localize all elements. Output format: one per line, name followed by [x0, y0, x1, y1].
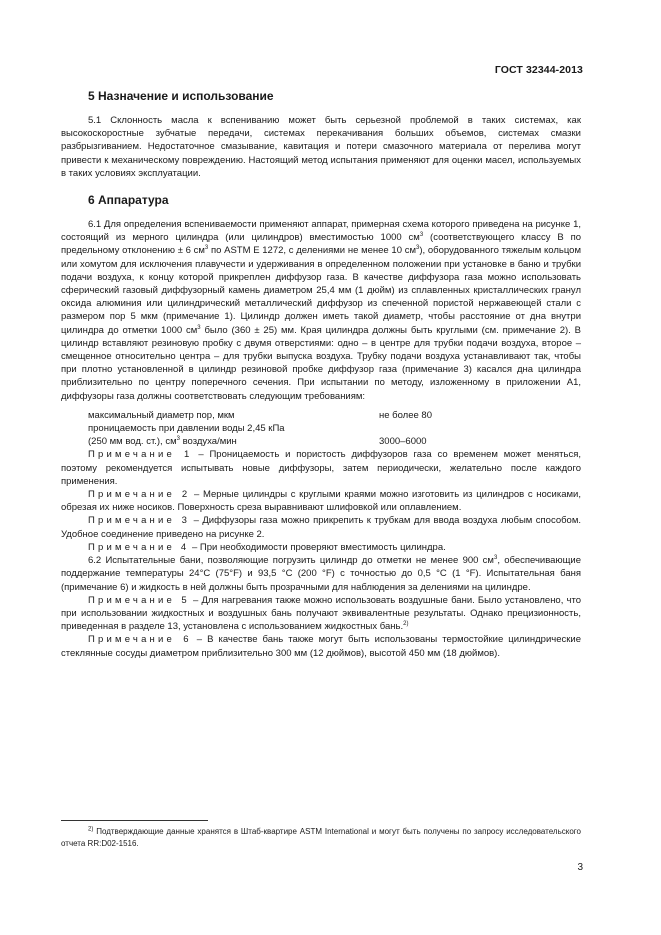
note-1: Примечание 1 – Проницаемость и пористость диффузоров газа со временем может меняться, поэтому рекомендуется испытывать новые диффузоры, затем периодически, желательно после каждого применения.	[61, 449, 582, 487]
footnote-reference: 2)	[403, 620, 409, 627]
note-label: Примечание	[88, 634, 175, 646]
note-6: Примечание 6 – В качестве бань также могут быть использованы термостойкие цилиндрические стеклянные сосуды диаметром приблизительно 300 мм (12 дюймов), высотой 450 мм (18 дюймов).	[61, 634, 582, 659]
requirement-row	[88, 409, 581, 422]
requirement-value: не более 80	[379, 409, 433, 421]
footnote	[61, 826, 581, 850]
footnote-text: Подтверждающие данные хранятся в Штаб-квартире ASTM International и могут быть получены по запросу исследовательского отчета RR:D02-1516.	[61, 827, 581, 848]
note-5: Примечание 5 – Для нагревания также можно использовать воздушные бани. Было установлено, что при использовании жидкостных и воздушных бань получают эквивалентные результаты. Однако прецизионность, приведенная в разделе 13, установлена с использованием жидкостных бань.$^{2)}$	[61, 594, 581, 633]
requirement-value: 3000–6000	[379, 436, 427, 448]
note-label: Примечание	[88, 515, 175, 527]
diffuser-requirements	[88, 409, 581, 449]
note-label: Примечание	[88, 449, 175, 461]
note-4: Примечание 4 – При необходимости проверяют вместимость цилиндра.	[88, 541, 446, 553]
note-label: Примечание	[88, 541, 175, 553]
footnote-divider	[61, 820, 208, 821]
superscript: 3	[493, 554, 498, 561]
section-6-heading: 6 Аппаратура	[88, 193, 169, 208]
footnote-marker: 2)	[88, 826, 94, 833]
page-number: 3	[577, 862, 583, 873]
section-6-2-paragraph: 6.2 Испытательные бани, позволяющие погрузить цилиндр до отметки не менее 900 $см^3$, обеспечивающие поддержание температуры 24°С (75°F) и 93,5 °С (200 °F) с точностью до 0,5 °С (1 °F). Испытательная баня (примечание 6) и жидкость в ней должны быть прозрачными для наблюдения за делениями на цилиндре.	[61, 554, 581, 593]
requirement-name: максимальный диаметр пор, мкм	[88, 409, 235, 421]
superscript: 3	[197, 324, 201, 331]
superscript: 3	[419, 232, 424, 239]
standard-header: ГОСТ 32344-2013	[494, 64, 583, 76]
requirement-name: (250 мм вод. ст.), $см^3$ воздуха/мин	[88, 436, 237, 448]
superscript: 3	[204, 245, 209, 252]
section-5-heading: 5 Назначение и использование	[88, 89, 274, 103]
note-2: Примечание 2 – Мерные цилиндры с круглыми краями можно изготовить из цилиндров с носиками, обрезая их ниже носиков. Поверхность среза выравнивают шлифовкой или оплавлением.	[61, 489, 581, 514]
requirement-row	[88, 435, 581, 448]
section-6-1-paragraph: 6.1 Для определения вспениваемости применяют аппарат, примерная схема которого приведена на рисунке 1, состоящий из мерного цилиндра (или цилиндров) вместимостью 1000 $см^3$ (соответствующего классу В по предельному отклонению ± 6 $см^3$ по ASTM E 1272, с делениями не менее 10 $см^3$), оборудованного тяжелым кольцом или хомутом для исключения плавучести и удерживания в определенном положении при установке в баню и трубки подачи воздуха, к концу которой прикреплен диффузор газа. В качестве диффузора газа можно использовать сферический газовый диффузорный камень диаметром 25,4 мм (1 дюйм) из сплавленных кристаллических гранул оксида алюминия или цилиндрический металлический диффузор из спеченной пористой нержавеющей стали с размером пор 5 мкм (примечание 1). Цилиндр должен иметь такой диаметр, чтобы расстояние от дна внутри цилиндра до отметки 1000 $см^3$ было (360 ± 25) мм. Края цилиндра должны быть круглыми (см. примечание 2). В цилиндр вставляют резиновую пробку с двумя отверстиями: одно – в центре для трубки подачи воздуха, второе – смещенное относительно центра – для трубки выпуска воздуха. Трубку подачи воздуха устанавливают так, чтобы при плотно установленной в цилиндр резиновой пробке диффузор газа (примечание 3) касался дна цилиндра приблизительно по центру поперечного сечения. При испытании по методу, изложенному в приложении А1, диффузоры газа должны соответствовать следующим требованиям:	[61, 219, 581, 402]
note-label: Примечание	[88, 594, 175, 606]
requirement-name: проницаемость при давлении воды 2,45 кПа	[88, 423, 285, 435]
page-content	[61, 89, 581, 660]
superscript: 3	[416, 245, 420, 252]
section-5-1-paragraph: 5.1 Склонность масла к вспениванию может быть серьезной проблемой в таких системах, как высокоскоростные зубчатые передачи, системах перекачивания больших объемов, системах смазки разбрызгиванием. Недостаточное смазывание, кавитация и потери смазочного материала от перелива могут привести к механическому повреждению. Настоящий метод испытания применяют для оценки масел, используемых в таких условиях эксплуатации.	[61, 115, 581, 179]
note-3: Примечание 3 – Диффузоры газа можно прикрепить к трубкам для ввода воздуха любым способом. Удобное соединение приведено на рисунке 2.	[61, 515, 582, 540]
note-label: Примечание	[88, 489, 175, 501]
requirement-row	[88, 422, 581, 435]
